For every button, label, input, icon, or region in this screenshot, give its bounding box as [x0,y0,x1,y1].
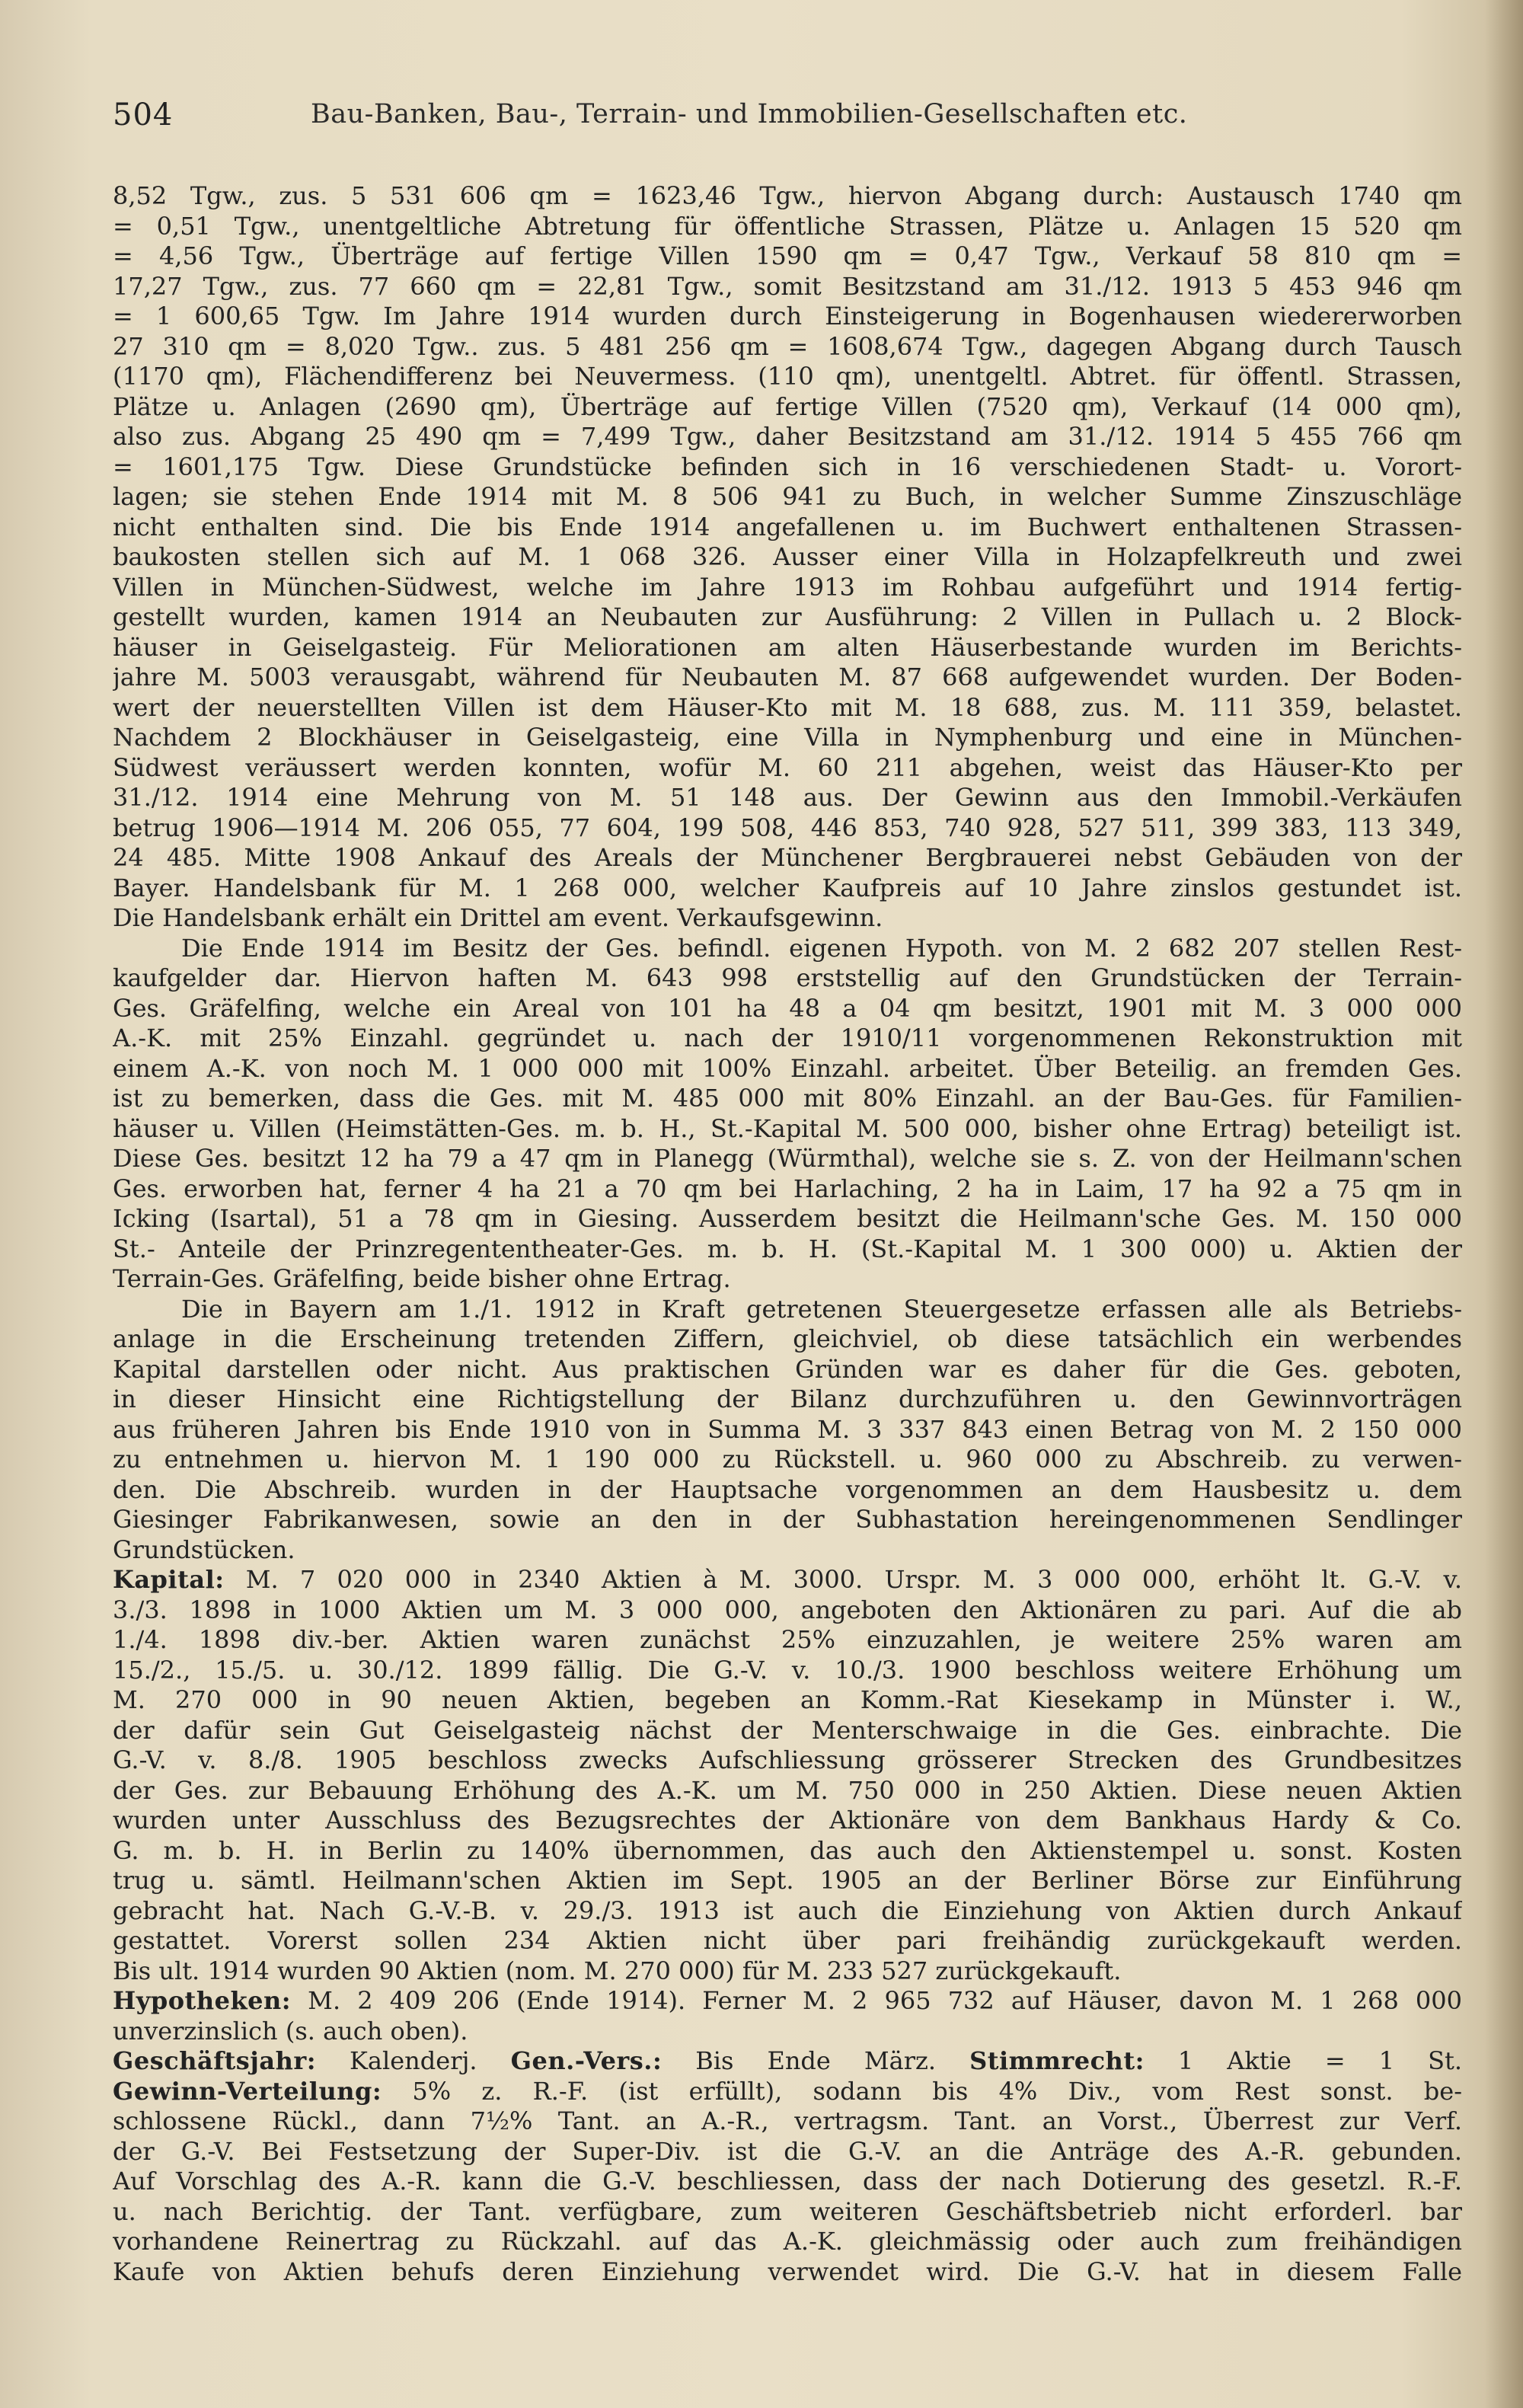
text-line [113,1836,1462,1867]
text-line [113,753,1462,784]
text-line [113,1324,1462,1355]
line-text: u. nach Berichtig. der Tant. verfügbare, zum weiteren Geschäftsbetrieb nicht erforderl. bar [113,2196,1462,2226]
section-heading: Geschäftsjahr: [113,2046,316,2075]
text-line [113,1204,1462,1234]
body-text [113,181,1462,2287]
text-line [113,1685,1462,1716]
text-line [113,1475,1462,1506]
line-text: ist zu bemerken, dass die Ges. mit M. 485 000 mit 80% Einzahl. an der Bau-Ges. für Familien- [113,1084,1462,1113]
text-line [113,1656,1462,1686]
line-text: 5% z. R.-F. (ist erfüllt), sodann bis 4% Div., vom Rest sonst. be- [382,2076,1462,2106]
text-line [113,1234,1462,1265]
line-text: Südwest veräussert werden konnten, wofür M. 60 211 abgehen, weist das Häuser-Kto per [113,752,1462,782]
text-line [113,693,1462,723]
line-text: anlage in die Erscheinung tretenden Ziffern, gleichviel, ob diese tatsächlich ein werbendes [113,1324,1462,1353]
line-text: jahre M. 5003 verausgabt, während für Neubauten M. 87 668 aufgewendet wurden. Der Boden- [113,663,1462,691]
section-heading: Stimmrecht: [969,2046,1145,2075]
line-text: Diese Ges. besitzt 12 ha 79 a 47 qm in Planegg (Würmthal), welche sie s. Z. von der Heilmann'schen [113,1144,1462,1173]
line-text: Kapital darstellen oder nicht. Aus praktischen Gründen war es daher für die Ges. geboten, [113,1354,1462,1384]
line-text: M. 270 000 in 90 neuen Aktien, begeben an Komm.-Rat Kiesekamp in Münster i. W., [113,1685,1462,1714]
text-line [113,633,1462,663]
text-line [113,542,1462,573]
line-text: unverzinslich (s. auch oben). [113,2016,468,2046]
line-text: trug u. sämtl. Heilmann'schen Aktien im Sept. 1905 an der Berliner Börse zur Einführung [113,1866,1462,1895]
section-heading: Gewinn-Verteilung: [113,2076,382,2106]
text-line [113,573,1462,603]
line-text: der G.-V. Bei Festsetzung der Super-Div. ist die G.-V. an die Anträge des A.-R. gebunden. [113,2136,1462,2166]
line-text: wurden unter Ausschluss des Bezugsrechtes der Aktionäre von dem Bankhaus Hardy & Co. [113,1806,1462,1835]
text-line [113,1896,1462,1927]
text-line [113,1144,1462,1174]
line-text: der Ges. zur Bebauung Erhöhung des A.-K. um M. 750 000 in 250 Aktien. Diese neuen Aktien [113,1775,1462,1805]
running-head: Bau-Banken, Bau-, Terrain- und Immobilien-Gesellschaften etc. [311,99,1188,129]
line-text: 1 Aktie = 1 St. [1144,2046,1462,2075]
line-text: einem A.-K. von noch M. 1 000 000 mit 100% Einzahl. arbeitet. Über Beteilig. an fremden Ges. [113,1053,1462,1083]
text-line [113,1866,1462,1896]
line-text: wert der neuerstellten Villen ist dem Häuser-Kto mit M. 18 688, zus. M. 111 359, belastet. [113,692,1462,722]
line-text: Die Ende 1914 im Besitz der Ges. befindl. eigenen Hypoth. von M. 2 682 207 stellen Rest- [181,933,1462,963]
page-header [113,91,1468,137]
line-text: Giesinger Fabrikanwesen, sowie an den in der Subhastation hereingenommenen Sendlinger [113,1505,1462,1534]
text-line [113,934,1462,964]
text-line [113,1745,1462,1776]
line-text: 3./3. 1898 in 1000 Aktien um M. 3 000 000, angeboten den Aktionären zu pari. Auf die ab [113,1595,1462,1624]
line-text: Grundstücken. [113,1535,295,1564]
section-heading: Kapital: [113,1565,225,1594]
line-text: gestellt wurden, kamen 1914 an Neubauten zur Ausführung: 2 Villen in Pullach u. 2 Block- [113,602,1462,631]
line-text: = 0,51 Tgw., unentgeltliche Abtretung für öffentliche Strassen, Plätze u. Anlagen 15 520 qm [113,211,1462,241]
line-text: nicht enthalten sind. Die bis Ende 1914 angefallenen u. im Buchwert enthaltenen Strassen- [113,512,1462,541]
line-text: G. m. b. H. in Berlin zu 140% übernommen, das auch den Aktienstempel u. sonst. Kosten [113,1835,1462,1865]
text-line [113,1926,1462,1956]
line-text: gestattet. Vorerst sollen 234 Aktien nicht über pari freihändig zurückgekauft werden. [113,1926,1462,1955]
line-text: M. 7 020 000 in 2340 Aktien à M. 3000. Urspr. M. 3 000 000, erhöht lt. G.-V. v. [224,1565,1462,1594]
text-line [113,302,1462,332]
text-line [113,1625,1462,1656]
text-line [113,1806,1462,1836]
line-text: 17,27 Tgw., zus. 77 660 qm = 22,81 Tgw., somit Besitzstand am 31./12. 1913 5 453 946 qm [113,271,1462,301]
text-line [113,1535,1462,1566]
text-line [113,2257,1462,2288]
line-text: zu entnehmen u. hiervon M. 1 190 000 zu Rückstell. u. 960 000 zu Abschreib. zu verwen- [113,1445,1462,1474]
text-line [113,1776,1462,1806]
line-text: gebracht hat. Nach G.-V.-B. v. 29./3. 1913 ist auch die Einziehung von Aktien durch Ankauf [113,1895,1462,1925]
section-heading: Gen.-Vers.: [510,2046,663,2075]
text-line [113,1445,1462,1475]
text-line [113,1024,1462,1054]
line-text: = 1 600,65 Tgw. Im Jahre 1914 wurden durch Einsteigerung in Bogenhausen wiedererworben [113,302,1462,331]
text-line [113,723,1462,753]
text-line [113,181,1462,212]
line-text: 1./4. 1898 div.-ber. Aktien waren zunächst 25% einzuzahlen, je weitere 25% waren am [113,1625,1462,1654]
line-text: Bis ult. 1914 wurden 90 Aktien (nom. M. 270 000) für M. 233 527 zurückgekauft. [113,1956,1122,1985]
text-line [113,392,1462,423]
text-line [113,1505,1462,1535]
line-text: baukosten stellen sich auf M. 1 068 326. Ausser einer Villa in Holzapfelkreuth und zwei [113,542,1462,571]
text-line [113,1565,1462,1595]
line-text: häuser in Geiselgasteig. Für Meliorationen am alten Häuserbestande wurden im Berichts- [113,632,1462,662]
page-number: 504 [113,97,174,133]
text-line [113,2227,1462,2257]
line-text: betrug 1906—1914 M. 206 055, 77 604, 199 508, 446 853, 740 928, 527 511, 399 383, 113 349, [113,813,1462,842]
line-text: Die Handelsbank erhält ein Drittel am event. Verkaufsgewinn. [113,903,883,932]
text-line [113,1295,1462,1325]
text-line [113,1114,1462,1145]
line-text: M. 2 409 206 (Ende 1914). Ferner M. 2 965 732 auf Häuser, davon M. 1 268 000 [291,1986,1462,2015]
line-text: Plätze u. Anlagen (2690 qm), Überträge auf fertige Villen (7520 qm), Verkauf (14 000 qm), [113,391,1462,421]
line-text: = 4,56 Tgw., Überträge auf fertige Villen 1590 qm = 0,47 Tgw., Verkauf 58 810 qm = [113,241,1462,270]
text-line [113,482,1462,513]
text-line [113,903,1462,934]
line-text: A.-K. mit 25% Einzahl. gegründet u. nach der 1910/11 vorgenommenen Rekonstruktion mit [113,1024,1462,1052]
text-line [113,2197,1462,2228]
line-text: Kalenderj. [316,2046,511,2075]
text-line [113,241,1462,272]
line-text: also zus. Abgang 25 490 qm = 7,499 Tgw., daher Besitzstand am 31./12. 1914 5 455 766 qm [113,422,1462,451]
text-line [113,663,1462,693]
text-line [113,422,1462,452]
text-line [113,2077,1462,2107]
line-text: Icking (Isartal), 51 a 78 qm in Giesing. Ausserdem besitzt die Heilmann'sche Ges. M. 150 000 [113,1204,1462,1233]
text-line [113,1986,1462,2017]
text-line [113,1084,1462,1114]
text-line [113,843,1462,873]
text-line [113,2167,1462,2197]
line-text: St.- Anteile der Prinzregententheater-Ges. m. b. H. (St.-Kapital M. 1 300 000) u. Aktien der [113,1234,1462,1263]
text-line [113,1716,1462,1746]
text-line [113,1054,1462,1084]
text-line [113,212,1462,242]
section-heading: Hypotheken: [113,1986,292,2015]
text-line [113,783,1462,813]
line-text: Die in Bayern am 1./1. 1912 in Kraft getretenen Steuergesetze erfassen alle als Betriebs- [181,1294,1462,1324]
text-line [113,1595,1462,1626]
line-text: lagen; sie stehen Ende 1914 mit M. 8 506 941 zu Buch, in welcher Summe Zinszuschläge [113,482,1462,511]
line-text: G.-V. v. 8./8. 1905 beschloss zwecks Aufschliessung grösserer Strecken des Grundbesitzes [113,1745,1462,1774]
line-text: häuser u. Villen (Heimstätten-Ges. m. b. H., St.-Kapital M. 500 000, bisher ohne Ertrag) beteiligt ist. [113,1113,1462,1143]
line-text: Kaufe von Aktien behufs deren Einziehung verwendet wird. Die G.-V. hat in diesem Falle [113,2256,1462,2286]
line-text: Ges. erworben hat, ferner 4 ha 21 a 70 qm bei Harlaching, 2 ha in Laim, 17 ha 92 a 75 qm in [113,1174,1462,1203]
text-line [113,2046,1462,2077]
text-line [113,1355,1462,1385]
text-line [113,813,1462,844]
text-line [113,1264,1462,1295]
line-text: 15./2., 15./5. u. 30./12. 1899 fällig. Die G.-V. v. 10./3. 1900 beschloss weitere Erhöhung um [113,1655,1462,1685]
text-line [113,963,1462,994]
text-line [113,2017,1462,2047]
text-line [113,1384,1462,1415]
text-line [113,452,1462,483]
line-text: 24 485. Mitte 1908 Ankauf des Areals der Münchener Bergbrauerei nebst Gebäuden von der [113,843,1462,872]
line-text: Terrain-Ges. Gräfelfing, beide bisher ohne Ertrag. [113,1264,731,1293]
line-text: Auf Vorschlag des A.-R. kann die G.-V. beschliessen, dass der nach Dotierung des gesetzl. R.-F. [113,2167,1462,2196]
page-edge-shadow [1485,0,1523,2408]
text-line [113,513,1462,543]
line-text: Bayer. Handelsbank für M. 1 268 000, welcher Kaufpreis auf 10 Jahre zinslos gestundet ist. [113,873,1462,902]
line-text: vorhandene Reinertrag zu Rückzahl. auf das A.-K. gleichmässig oder auch zum freihändigen [113,2227,1462,2256]
line-text: schlossene Rückl., dann 7½% Tant. an A.-R., vertragsm. Tant. an Vorst., Überrest zur Verf. [113,2106,1462,2135]
line-text: 31./12. 1914 eine Mehrung von M. 51 148 aus. Der Gewinn aus den Immobil.-Verkäufen [113,783,1462,812]
text-line [113,332,1462,362]
text-line [113,2106,1462,2137]
text-line [113,602,1462,633]
line-text: Bis Ende März. [662,2046,970,2075]
line-text: Villen in München-Südwest, welche im Jahre 1913 im Rohbau aufgeführt und 1914 fertig- [113,572,1462,602]
text-line [113,1956,1462,1987]
text-line [113,994,1462,1024]
line-text: Nachdem 2 Blockhäuser in Geiselgasteig, eine Villa in Nymphenburg und eine in München- [113,723,1462,752]
line-text: Ges. Gräfelfing, welche ein Areal von 101 ha 48 a 04 qm besitzt, 1901 mit M. 3 000 000 [113,993,1462,1023]
text-line [113,873,1462,904]
line-text: den. Die Abschreib. wurden in der Hauptsache vorgenommen an dem Hausbesitz u. dem [113,1474,1462,1504]
line-text: 27 310 qm = 8,020 Tgw.. zus. 5 481 256 qm = 1608,674 Tgw., dagegen Abgang durch Tausch [113,331,1462,361]
text-line [113,272,1462,302]
text-line [113,1415,1462,1445]
line-text: kaufgelder dar. Hiervon haften M. 643 998 erststellig auf den Grundstücken der Terrain- [113,963,1462,992]
line-text: = 1601,175 Tgw. Diese Grundstücke befinden sich in 16 verschiedenen Stadt- u. Vorort- [113,452,1462,481]
line-text: in dieser Hinsicht eine Richtigstellung der Bilanz durchzuführen u. den Gewinnvorträgen [113,1384,1462,1413]
text-line [113,1174,1462,1205]
line-text: (1170 qm), Flächendifferenz bei Neuvermess. (110 qm), unentgeltl. Abtret. für öffentl. Strassen, [113,362,1462,391]
line-text: aus früheren Jahren bis Ende 1910 von in Summa M. 3 337 843 einen Betrag von M. 2 150 000 [113,1414,1462,1444]
line-text: der dafür sein Gut Geiselgasteig nächst der Menterschwaige in die Ges. einbrachte. Die [113,1715,1462,1745]
line-text: 8,52 Tgw., zus. 5 531 606 qm = 1623,46 Tgw., hiervon Abgang durch: Austausch 1740 qm [113,181,1462,210]
text-line [113,2137,1462,2167]
text-line [113,362,1462,392]
